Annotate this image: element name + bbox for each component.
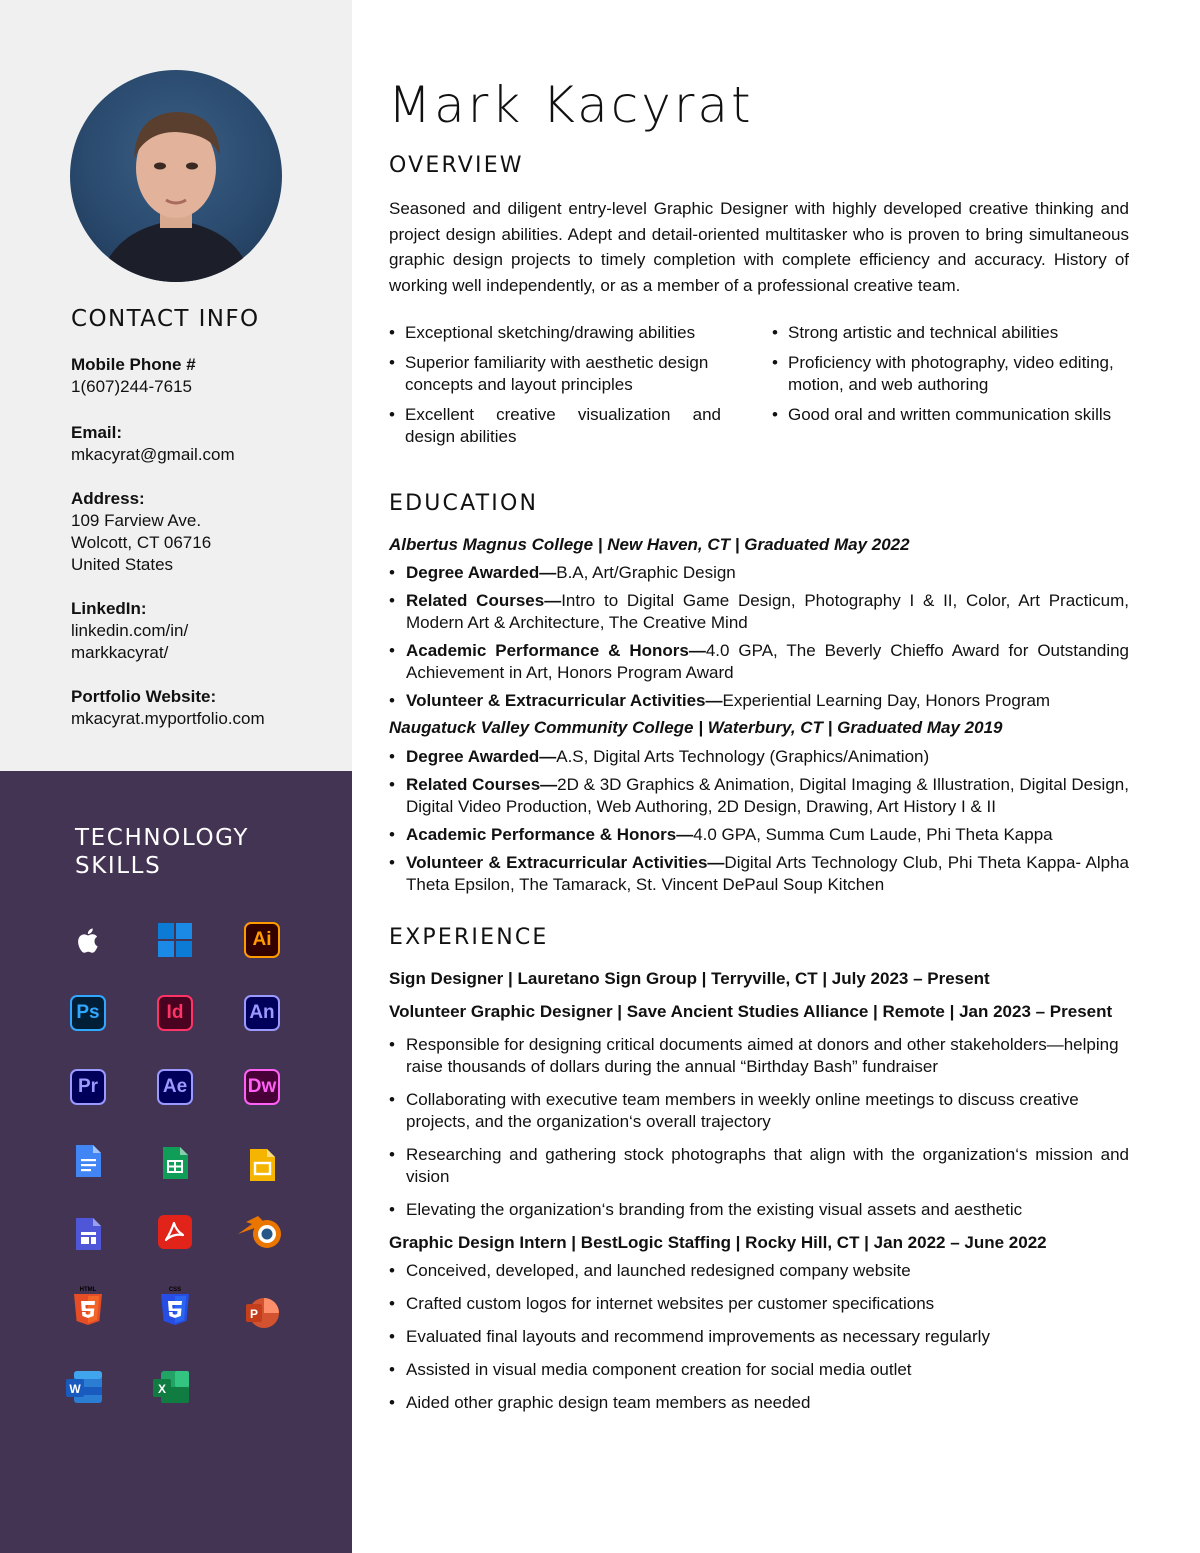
- resume-name: Mark Kacyrat: [388, 76, 754, 134]
- phone-label: Mobile Phone #: [71, 355, 196, 374]
- list-item: • Assisted in visual media component creation for social media outlet: [389, 1359, 1129, 1381]
- avatar: [70, 70, 282, 282]
- google-docs-icon: [70, 1143, 106, 1179]
- experience-heading: EXPERIENCE: [389, 925, 549, 950]
- list-item: • Researching and gathering stock photographs that align with the organization‘s mission and vision: [389, 1144, 1129, 1188]
- list-item: • Volunteer & Extracurricular Activities—Experiential Learning Day, Honors Program: [389, 690, 1129, 712]
- linkedin-label: LinkedIn:: [71, 599, 147, 618]
- list-item: • Responsible for designing critical documents aimed at donors and other stakeholders—helping raise thousands of dollars during the annual “Birthday Bash” fundraiser: [389, 1034, 1129, 1078]
- windows-icon: [157, 922, 193, 958]
- list-item: • Degree Awarded—A.S, Digital Arts Technology (Graphics/Animation): [389, 746, 1129, 768]
- indesign-icon: Id: [157, 995, 193, 1031]
- job-duties-list: [389, 1034, 1129, 1221]
- list-item: • Good oral and written communication skills: [772, 404, 1130, 426]
- dreamweaver-icon: Dw: [244, 1069, 280, 1105]
- list-item: • Academic Performance & Honors—4.0 GPA, The Beverly Chieffo Award for Outstanding Achievement in Art, Honors Program Award: [389, 640, 1129, 684]
- list-item: • Degree Awarded—B.A, Art/Graphic Design: [389, 562, 1129, 584]
- tech-skills-heading: TECHNOLOGY SKILLS: [75, 825, 250, 879]
- list-item: • Exceptional sketching/drawing abilities: [389, 322, 721, 344]
- portfolio-value[interactable]: mkacyrat.myportfolio.com: [71, 709, 265, 728]
- job-title: Sign Designer | Lauretano Sign Group | Terryville, CT | July 2023 – Present: [389, 969, 990, 988]
- blender-icon: [236, 1212, 286, 1252]
- job-title: Volunteer Graphic Designer | Save Ancient Studies Alliance | Remote | Jan 2023 – Present: [389, 1002, 1113, 1021]
- contact-linkedin: [71, 598, 341, 664]
- contact-address: [71, 488, 341, 576]
- school-details-list: [389, 562, 1129, 712]
- excel-icon: [153, 1369, 189, 1405]
- school-details-list: [389, 746, 1129, 896]
- svg-text:W: W: [69, 1382, 81, 1396]
- list-item: • Strong artistic and technical abilities: [772, 322, 1130, 344]
- list-item: • Volunteer & Extracurricular Activities—Digital Arts Technology Club, Phi Theta Kappa- Alpha Theta Epsilon, The Tamarack, St. Vincent DePaul Soup Kitchen: [389, 852, 1129, 896]
- acrobat-icon: [157, 1214, 193, 1250]
- google-slides-icon: [244, 1147, 280, 1183]
- list-item: • Excellent creative visualization and design abilities: [389, 404, 721, 448]
- animate-icon: An: [244, 995, 280, 1031]
- css3-icon: [157, 1285, 193, 1321]
- svg-text:HTML: HTML: [79, 1287, 97, 1293]
- contact-info-heading: CONTACT INFO: [71, 306, 260, 332]
- list-item: • Superior familiarity with aesthetic design concepts and layout principles: [389, 352, 721, 396]
- svg-text:CSS: CSS: [168, 1287, 182, 1293]
- school-header: Albertus Magnus College | New Haven, CT | Graduated May 2022: [389, 535, 910, 554]
- list-item: • Conceived, developed, and launched redesigned company website: [389, 1260, 1129, 1282]
- email-label: Email:: [71, 423, 123, 442]
- contact-email: [71, 422, 341, 466]
- address-label: Address:: [71, 489, 145, 508]
- list-item: • Crafted custom logos for internet websites per customer specifications: [389, 1293, 1129, 1315]
- skills-list-left: [389, 322, 721, 448]
- job-title: Graphic Design Intern | BestLogic Staffing | Rocky Hill, CT | Jan 2022 – June 2022: [389, 1233, 1047, 1252]
- list-item: • Proficiency with photography, video editing, motion, and web authoring: [772, 352, 1130, 396]
- illustrator-icon: Ai: [244, 922, 280, 958]
- job-duties-list: [389, 1260, 1129, 1414]
- list-item: • Elevating the organization‘s branding from the existing visual assets and aesthetic: [389, 1199, 1129, 1221]
- list-item: • Related Courses—Intro to Digital Game Design, Photography I & II, Color, Art Practicum, Modern Art & Architecture, The Creative Mind: [389, 590, 1129, 634]
- phone-value: 1(607)244-7615: [71, 377, 192, 396]
- google-sheets-icon: [157, 1145, 193, 1181]
- skills-list-right: [772, 322, 1130, 426]
- overview-paragraph: Seasoned and diligent entry-level Graphic Designer with highly developed creative thinking and project design abilities. Adept and detail-oriented multitasker who is proven to bring simultaneous graphic design projects to timely completion with complete efficiency and accuracy. History of working well independently, or as a member of a professional creative team.: [389, 199, 1129, 295]
- portfolio-label: Portfolio Website:: [71, 687, 217, 706]
- google-sites-icon: [70, 1216, 106, 1252]
- photoshop-icon: Ps: [70, 995, 106, 1031]
- address-value: 109 Farview Ave. Wolcott, CT 06716 United States: [71, 511, 212, 574]
- linkedin-value[interactable]: linkedin.com/in/ markkacyrat/: [71, 621, 189, 662]
- list-item: • Collaborating with executive team members in weekly online meetings to discuss creative projects, and the organization‘s overall trajectory: [389, 1089, 1129, 1133]
- after-effects-icon: Ae: [157, 1069, 193, 1105]
- word-icon: [66, 1369, 102, 1405]
- list-item: • Aided other graphic design team members as needed: [389, 1392, 1129, 1414]
- portrait-photo: [70, 70, 282, 282]
- email-value[interactable]: mkacyrat@gmail.com: [71, 445, 235, 464]
- contact-phone: [71, 354, 341, 398]
- contact-portfolio: [71, 686, 341, 730]
- premiere-icon: Pr: [70, 1069, 106, 1105]
- overview-heading: OVERVIEW: [389, 153, 524, 178]
- education-heading: EDUCATION: [389, 491, 539, 516]
- svg-text:P: P: [249, 1307, 259, 1321]
- apple-icon: [70, 922, 106, 958]
- svg-text:X: X: [157, 1382, 167, 1396]
- list-item: • Academic Performance & Honors—4.0 GPA, Summa Cum Laude, Phi Theta Kappa: [389, 824, 1129, 846]
- list-item: • Related Courses—2D & 3D Graphics & Animation, Digital Imaging & Illustration, Digital Design, Digital Video Production, Web Authoring, 2D Design, Drawing, Art History I & II: [389, 774, 1129, 818]
- html5-icon: [70, 1285, 106, 1321]
- powerpoint-icon: [244, 1295, 280, 1331]
- list-item: • Evaluated final layouts and recommend improvements as necessary regularly: [389, 1326, 1129, 1348]
- school-header: Naugatuck Valley Community College | Waterbury, CT | Graduated May 2019: [389, 718, 1003, 737]
